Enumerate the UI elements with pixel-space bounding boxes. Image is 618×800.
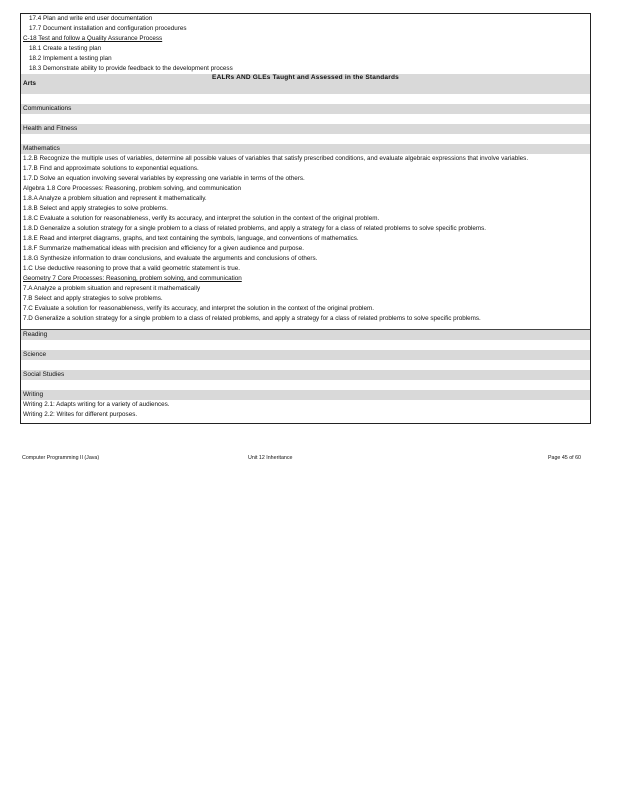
- footer-course: Computer Programming II (Java): [22, 455, 100, 461]
- mathematics-lines: [21, 154, 590, 324]
- math-standard-line: 1.C Use deductive reasoning to prove that a valid geometric statement is true.: [23, 265, 241, 272]
- social-studies-section-label: Social Studies: [23, 371, 65, 378]
- footer-unit: Unit 12 Inheritance: [248, 455, 293, 461]
- math-standard-line: 1.2.B Recognize the multiple uses of variables, determine all possible values of variables that satisfy prescribed conditions, and evaluate algebraic expressions that involve variables.: [23, 155, 529, 162]
- math-standard-line: 7.C Evaluate a solution for reasonableness, verify its accuracy, and interpret the solution in the context of the original problem.: [23, 305, 374, 312]
- math-standard-line: 1.8.G Synthesize information to draw conclusions, and evaluate the arguments and conclusions of others.: [23, 255, 318, 262]
- math-standard-line: 1.7.B Find and approximate solutions to exponential equations.: [23, 165, 199, 172]
- mathematics-section-label: Mathematics: [23, 145, 60, 152]
- math-standard-line: 7.D Generalize a solution strategy for a single problem to a class of related problems, and apply a strategy for a class of related problems to solve specific problems.: [23, 315, 481, 322]
- math-standard-line: 1.8.F Summarize mathematical ideas with precision and efficiency for a given audience and purpose.: [23, 245, 304, 252]
- math-standard-line: Geometry 7 Core Processes: Reasoning, problem solving, and communication: [23, 275, 242, 282]
- mathematics-section: [21, 144, 590, 154]
- reading-section-label: Reading: [23, 331, 48, 338]
- math-standard-line: 1.8.E Read and interpret diagrams, graphs, and text containing the symbols, language, and conventions of mathematics.: [23, 235, 359, 242]
- reading-section: [21, 330, 590, 340]
- communications-section: [21, 104, 590, 114]
- standards-table: [20, 13, 591, 424]
- math-standard-line: 7.A Analyze a problem situation and represent it mathematically: [23, 285, 201, 292]
- math-standard-line: 1.8.A Analyze a problem situation and represent it mathematically.: [23, 195, 207, 202]
- arts-section-label: Arts: [23, 80, 37, 87]
- writing-section: [21, 390, 590, 400]
- footer-page-number: Page 45 of 60: [548, 455, 581, 461]
- math-standard-line: 1.8.B Select and apply strategies to solve problems.: [23, 205, 168, 212]
- top-item-line: 17.4 Plan and write end user documentation: [29, 15, 153, 22]
- math-standard-line: 1.7.D Solve an equation involving several variables by expressing one variable in terms of the others.: [23, 175, 305, 182]
- top-item-line: 18.3 Demonstrate ability to provide feedback to the development process: [29, 65, 233, 72]
- top-items-list: [21, 14, 590, 74]
- ealrs-header-title: EALRs AND GLEs Taught and Assessed in the Standards: [212, 74, 399, 81]
- writing-lines: [21, 400, 590, 420]
- top-item-line: 18.2 Implement a testing plan: [29, 55, 112, 62]
- science-section-label: Science: [23, 351, 47, 358]
- writing-standard-line: Writing 2.1: Adapts writing for a variety of audiences.: [23, 401, 170, 408]
- writing-section-label: Writing: [23, 391, 44, 398]
- science-section: [21, 350, 590, 360]
- top-item-line: 17.7 Document installation and configuration procedures: [29, 25, 187, 32]
- communications-section-label: Communications: [23, 105, 72, 112]
- math-standard-line: 1.8.C Evaluate a solution for reasonableness, verify its accuracy, and interpret the solution in the context of the original problem.: [23, 215, 380, 222]
- health-section-label: Health and Fitness: [23, 125, 78, 132]
- document-page: [20, 13, 591, 424]
- top-item-line: 18.1 Create a testing plan: [29, 45, 102, 52]
- social-studies-section: [21, 370, 590, 380]
- math-standard-line: 7.B Select and apply strategies to solve problems.: [23, 295, 163, 302]
- health-section: [21, 124, 590, 134]
- math-standard-line: 1.8.D Generalize a solution strategy for a single problem to a class of related problems, and apply a strategy for a class of related problems to solve specific problems.: [23, 225, 487, 232]
- writing-standard-line: Writing 2.2: Writes for different purposes.: [23, 411, 138, 418]
- ealrs-header-row: [21, 74, 590, 94]
- math-standard-line: Algebra 1.8 Core Processes: Reasoning, problem solving, and communication: [23, 185, 242, 192]
- top-item-line: C-18 Test and follow a Quality Assurance Process: [23, 35, 163, 42]
